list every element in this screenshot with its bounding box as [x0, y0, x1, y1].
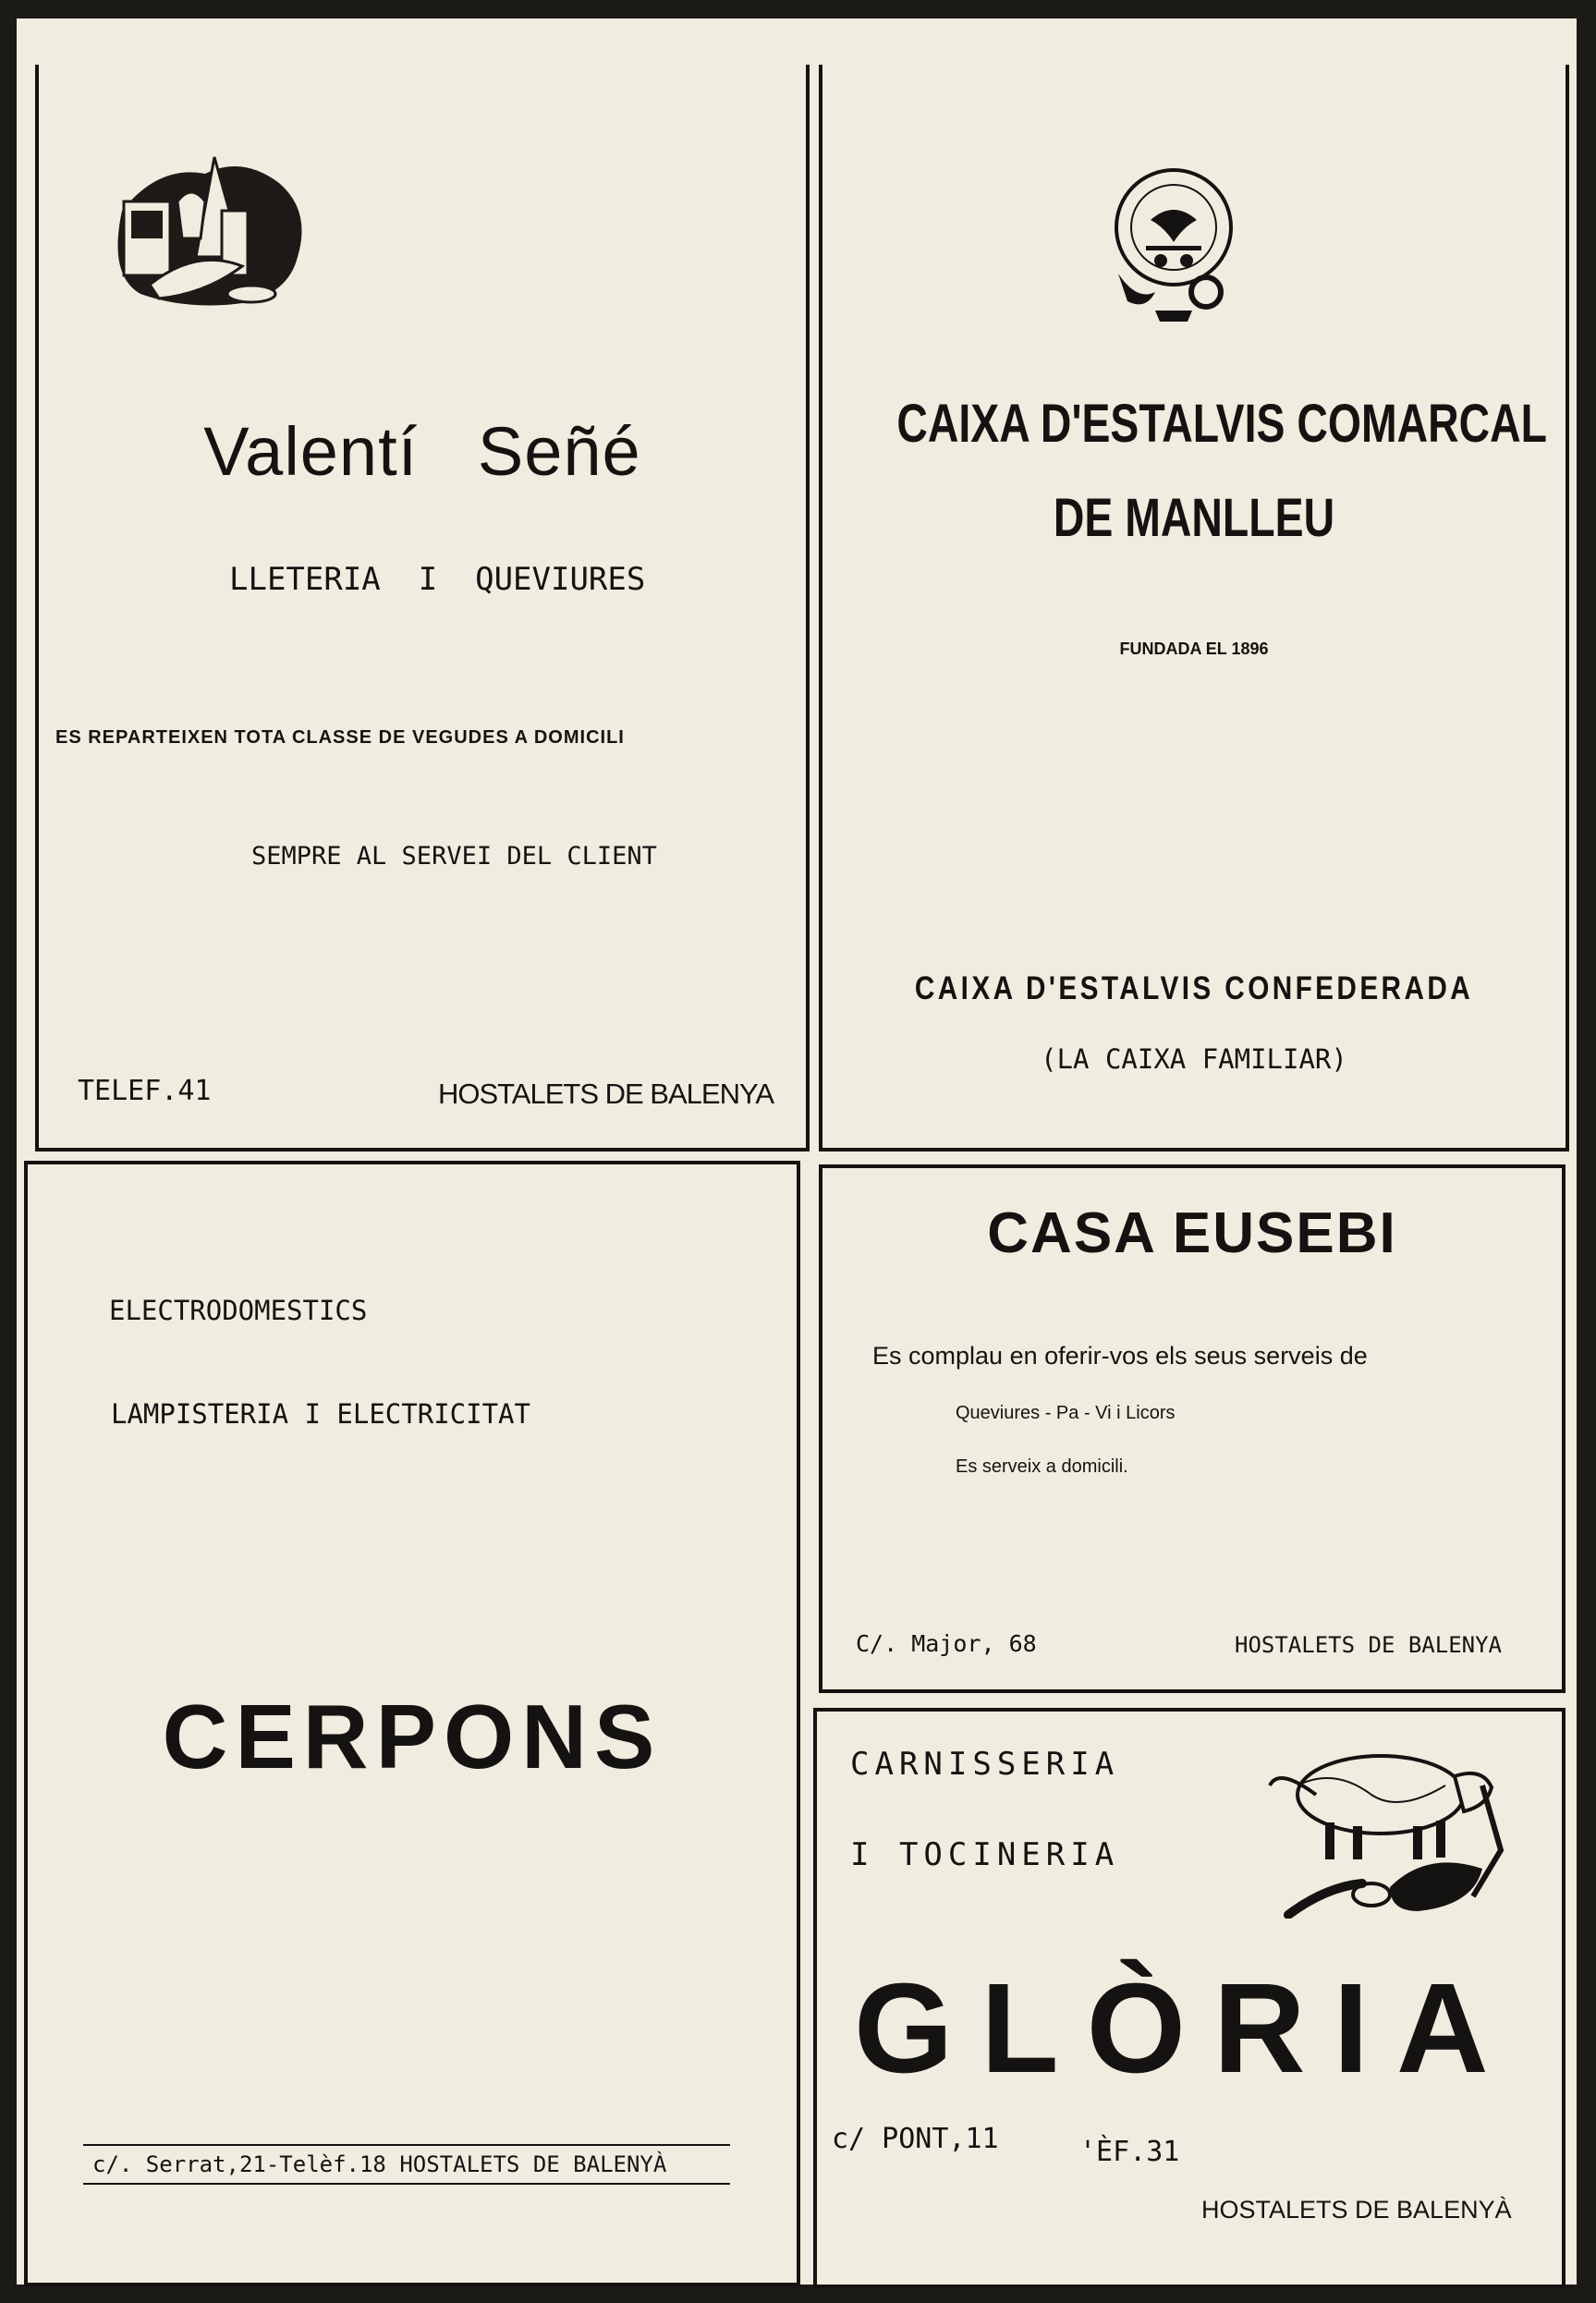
eusebi-town: HOSTALETS DE BALENYA — [1235, 1632, 1502, 1658]
ad-casa-eusebi — [819, 1164, 1566, 1693]
valenti-subtitle: LLETERIA I QUEVIURES — [229, 561, 646, 598]
cerpons-address-rule-top — [83, 2144, 730, 2146]
gloria-line2: I TOCINERIA — [850, 1836, 1120, 1873]
caixa-title-line1: CAIXA D'ESTALVIS COMARCAL — [896, 394, 1547, 454]
valenti-town: HOSTALETS DE BALENYA — [438, 1078, 774, 1110]
gloria-phone: 'ÈF.31 — [1079, 2136, 1180, 2168]
valenti-name: Valentí Señé — [203, 413, 641, 490]
valenti-slogan: SEMPRE AL SERVEI DEL CLIENT — [251, 842, 657, 871]
eusebi-name: CASA EUSEBI — [987, 1201, 1397, 1265]
eusebi-address: C/. Major, 68 — [856, 1630, 1037, 1657]
caixa-title-line2: DE MANLLEU — [1053, 488, 1335, 548]
caixa-emblem-icon — [1100, 163, 1248, 325]
ad-cerpons — [24, 1161, 800, 2286]
valenti-delivery: ES REPARTEIXEN TOTA CLASSE DE VEGUDES A DOMICILI — [55, 727, 625, 748]
caixa-familiar: (LA CAIXA FAMILIAR) — [1041, 1043, 1347, 1075]
cerpons-line1: ELECTRODOMESTICS — [109, 1295, 368, 1326]
caixa-founded: FUNDADA EL 1896 — [1119, 640, 1269, 658]
eusebi-intro: Es complau en oferir-vos els seus serveis de — [872, 1342, 1368, 1370]
valenti-phone: TELEF.41 — [78, 1075, 212, 1107]
gloria-town: HOSTALETS DE BALENYÀ — [1201, 2196, 1512, 2224]
gloria-address: c/ PONT,11 — [832, 2123, 999, 2155]
eusebi-delivery: Es serveix a domicili. — [956, 1456, 1128, 1477]
caixa-confederada: CAIXA D'ESTALVIS CONFEDERADA — [914, 970, 1474, 1006]
eusebi-products: Queviures - Pa - Vi i Licors — [956, 1403, 1176, 1423]
pig-and-meats-illustration — [1261, 1730, 1519, 1919]
cerpons-address: c/. Serrat,21-Telèf.18 HOSTALETS DE BALENYÀ — [92, 2151, 667, 2177]
magazine-page — [17, 18, 1577, 2285]
cerpons-name: CERPONS — [162, 1686, 663, 1787]
ad-gloria — [813, 1708, 1566, 2288]
grocery-still-life-illustration — [104, 146, 316, 311]
ad-caixa-estalvis — [819, 65, 1569, 1152]
cerpons-address-rule-bottom — [83, 2183, 730, 2185]
gloria-name: GLÒRIA — [854, 1957, 1517, 2100]
cerpons-line2: LAMPISTERIA I ELECTRICITAT — [111, 1398, 530, 1430]
gloria-line1: CARNISSERIA — [850, 1746, 1120, 1783]
ad-valenti-sene — [35, 65, 810, 1152]
